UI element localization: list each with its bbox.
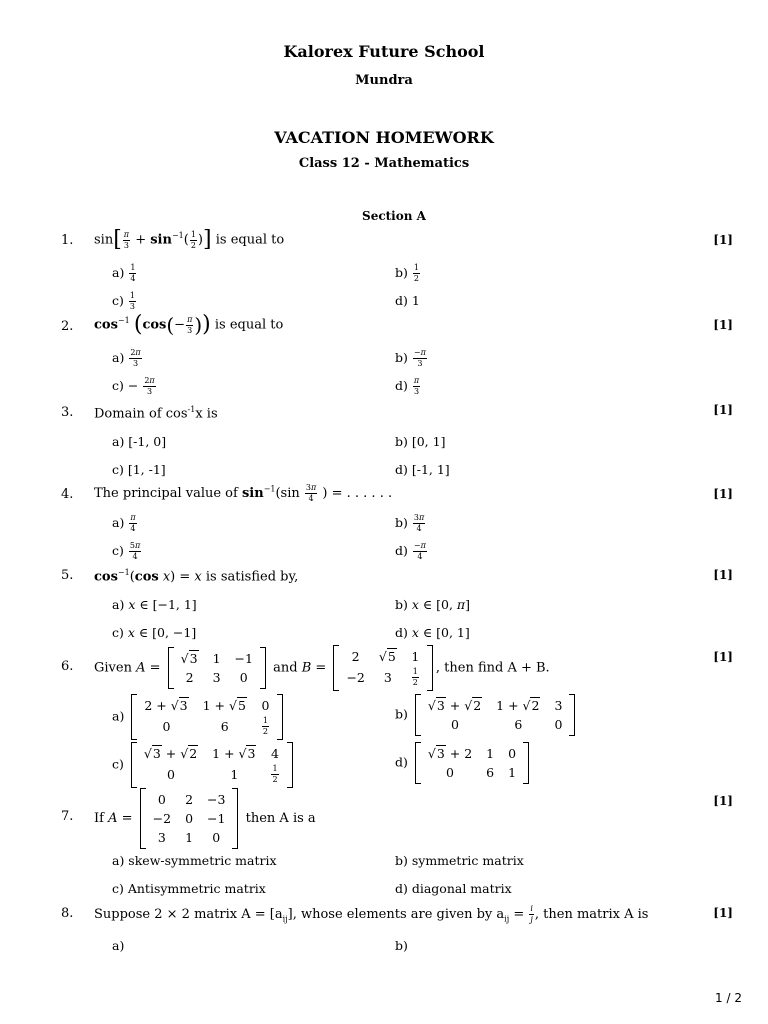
question-number: 2. [61,319,74,334]
question-marks: [1] [713,794,733,808]
question-marks: [1] [713,650,733,664]
option-d: d) 1 [395,293,420,308]
option-b: b) x ∈ [0, π] [395,597,471,612]
option-b: b) [0, 1] [395,434,446,449]
question-text: sin[ $\frac{\pi}{3}$ + $\sin^{-1}$( $\frac{1}{2}$ )] is equal to [94,227,285,252]
document-subtitle: Class 12 - Mathematics [298,156,470,171]
question-number: 7. [61,809,74,824]
matrix-a: 0 2 −3 −2 0 −1 3 1 0 [140,788,239,849]
question-text-suffix: is equal to [215,232,285,248]
question-number: 5. [61,568,74,583]
question-marks: [1] [713,487,733,501]
option-a: a) x ∈ [−1, 1] [112,597,197,612]
question-marks: [1] [713,906,733,920]
question-text: Suppose 2 × 2 matrix $A = [a_{ij}]$, whose elements are given by $a_{ij}$ = $\frac{i}{j}$ , then matrix A is [94,904,649,924]
option-a: a) 2 + √3 1 + √5 0 0 6 $\frac{1}{2}$ [112,694,286,740]
option-c: c) [1, -1] [112,462,166,477]
question-text: Domain of $\cos^{-1}x$ is [94,405,218,422]
option-a: a) [-1, 0] [112,434,167,449]
question-marks: [1] [713,318,733,332]
option-d: d) [-1, 1] [395,462,450,477]
matrix-a: √3 1 −1 2 3 0 [168,647,266,689]
option-c: c) $\frac{1}{3}$ [112,291,135,311]
option-b: b) $\frac{-\pi}{3}$ [395,348,426,368]
option-c: c) $\frac{5\pi}{4}$ [112,541,141,561]
question-text: $\cos^{-1}(\cos$ x) = x is satisfied by, [94,568,299,585]
option-c: c) Antisymmetric matrix [112,881,266,896]
question-marks: [1] [713,568,733,582]
document-title: VACATION HOMEWORK [274,128,494,147]
question-text: If A = 0 2 −3 −2 0 −1 3 1 0 then A is a [94,788,316,849]
option-a: a) $\frac{\pi}{4}$ [112,513,136,533]
matrix-b: 2 √5 1 −2 3 $\frac{1}{2}$ [333,645,432,691]
option-d: d) √3 + 2 1 0 0 6 1 [395,742,532,784]
option-d: d) diagonal matrix [395,881,512,896]
school-location: Mundra [355,73,413,88]
section-heading: Section A [362,209,426,223]
option-d: d) x ∈ [0, 1] [395,625,470,640]
question-number: 3. [61,405,74,420]
option-d: d) $\frac{-\pi}{4}$ [395,541,426,561]
school-name: Kalorex Future School [283,42,485,61]
option-c: c) x ∈ [0, −1] [112,625,197,640]
option-a: a) $\frac{2\pi}{3}$ [112,348,141,368]
question-text-suffix: is equal to [214,317,284,333]
option-b: b) $\frac{1}{2}$ [395,263,419,283]
option-b: b) √3 + √2 1 + √2 3 0 6 0 [395,694,578,736]
option-c: c) √3 + √2 1 + √3 4 0 1 $\frac{1}{2}$ [112,742,296,788]
question-number: 1. [61,233,74,248]
option-c: c) − $\frac{2\pi}{3}$ [112,376,155,396]
option-b: b) symmetric matrix [395,853,524,868]
option-a: a) skew-symmetric matrix [112,853,277,868]
option-a: a) [112,938,125,953]
question-text: Given A = √3 1 −1 2 3 0 and B = 2 √5 1 −2 3 $\frac{1}{2}$ , then find A + B. [94,645,550,691]
page-number: 1 / 2 [715,991,742,1005]
question-text: The principal value of $\sin^{-1}(\sin$ $\frac{3\pi}{4}$ ) = . . . . . . [94,483,393,503]
question-number: 8. [61,906,74,921]
question-marks: [1] [713,403,733,417]
question-marks: [1] [713,233,733,247]
option-a: a) $\frac{1}{4}$ [112,263,136,283]
option-b: b) [395,938,408,953]
option-b: b) $\frac{3\pi}{4}$ [395,513,425,533]
question-number: 4. [61,487,74,502]
question-number: 6. [61,659,74,674]
question-text: $\cos^{-1} (\cos(-$ $\frac{\pi}{3}$ )) is equal to [94,312,284,337]
option-d: d) $\frac{\pi}{3}$ [395,376,420,396]
